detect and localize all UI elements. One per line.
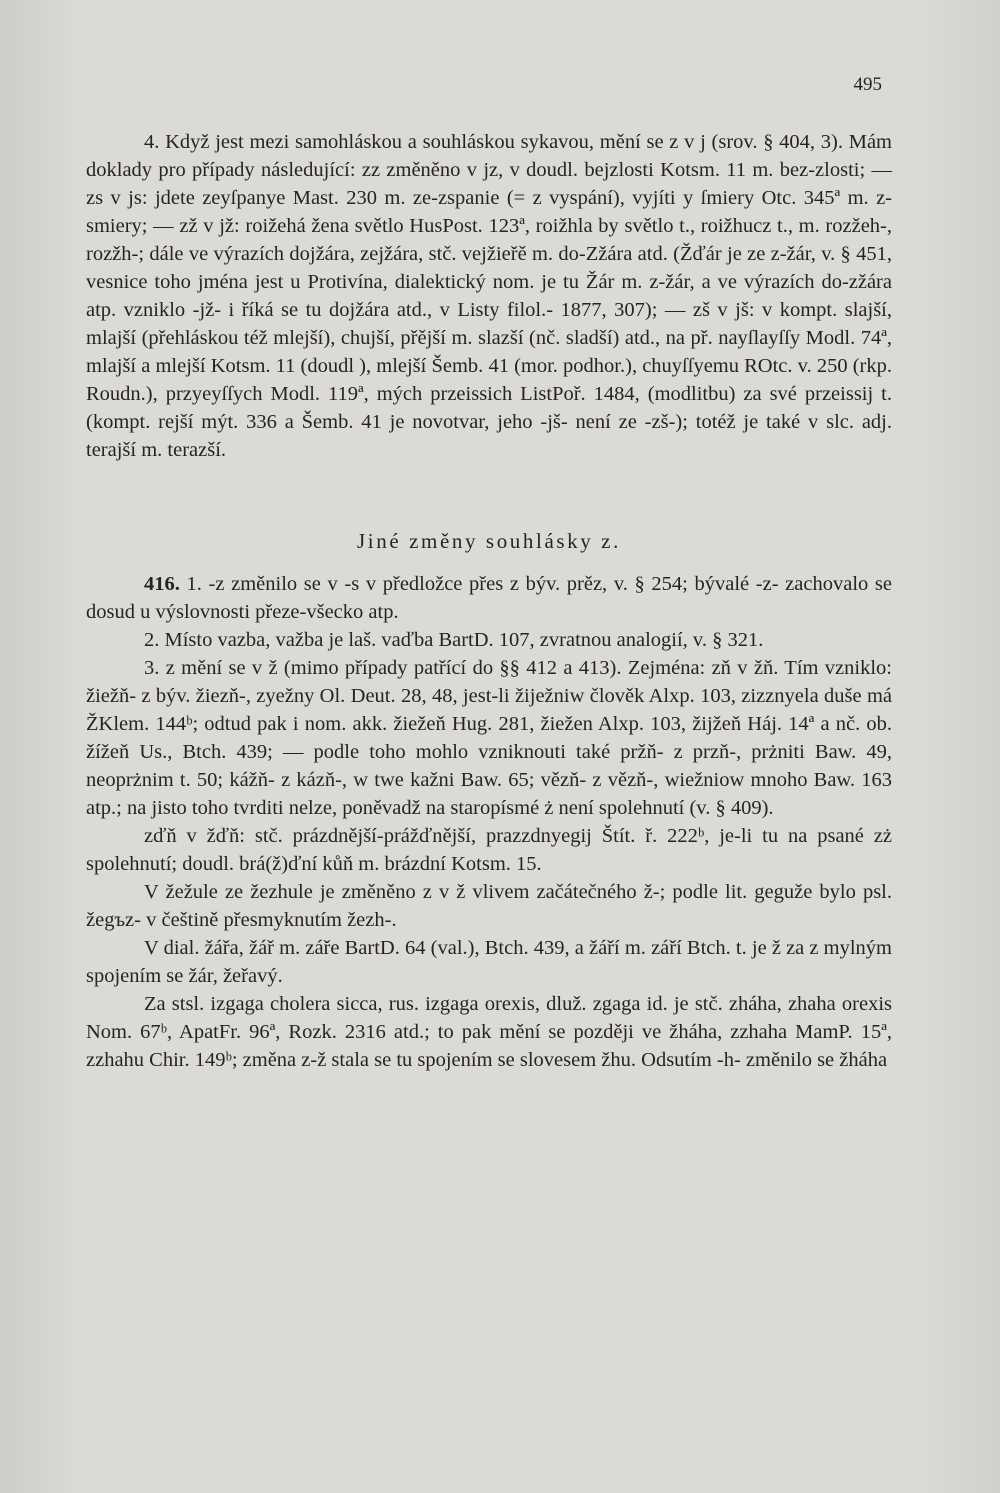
page-body	[86, 128, 892, 1074]
paragraph-zezule: V žežule ze žezhule je změněno z v ž vlivem začátečného ž-; podle lit. geguže bylo psl. žegъz- v češtině přesmyknutím žezh-.	[86, 881, 892, 931]
section-number: 416.	[144, 573, 180, 595]
paragraph-4: 4. Když jest mezi samohláskou a souhláskou sykavou, mění se z v j (srov. § 404, 3). Mám doklady pro případy následující: zz změněno v jz, v doudl. bejzlosti Kotsm. 11 m. bez-zlosti; — zs v js: jdete zeyſpanye Mast. 230 m. ze-zspanie (= z vyspání), vyjíti y ſmiery Otc. 345ª m. z-smiery; — zž v jž: roižehá žena světlo HusPost. 123ª, roižhla by světlo t., roižhucz t., m. rozžeh-, rozžh-; dále ve výrazích dojžára, zejžára, stč. vejžieřě m. do-Zžára atd. (Žďár je ze z-žár, v. § 451, vesnice toho jména jest u Protivína, dialektický nom. je tu Žár m. z-žár, a ve výrazích do-zžára atp. vzniklo -jž- i říká se tu dojžára atd., v Listy filol.- 1877, 307); — zš v jš: v kompt. slajší, mlajší (přehláskou též mlejší), chujší, přější m. slazší (nč. sladší) atd., na př. nayſlayſſy Modl. 74ª, mlajší a mlejší Kotsm. 11 (doudl ), mlejší Šemb. 41 (mor. podhor.), chuyſſyemu ROtc. v. 250 (rkp. Roudn.), przyeyſſych Modl. 119ª, mých przeissich ListPoř. 1484, (modlitbu) za své przeissij t. (kompt. rejší mýt. 336 a Šemb. 41 je novotvar, jeho -jš- není ze -zš-); totéž je také v slc. adj. terajší m. terazší.	[86, 131, 892, 461]
paragraph-3: 3. z mění se v ž (mimo případy patřící do §§ 412 a 413). Zejména: zň v žň. Tím vzniklo: žiežň- z býv. žiezň-, zyežny Ol. Deut. 28, 48, jest-li žiježniw člověk Alxp. 103, zizznyela duše má ŽKlem. 144ᵇ; odtud pak i nom. akk. žiežeň Hug. 281, žiežen Alxp. 103, žijžeň Háj. 14ª a nč. ob. žížeň Us., Btch. 439; — podle toho mohlo vzniknouti také pržň- z przň-, prżniti Baw. 49, neoprżnim t. 50; kážň- z kázň-, w twe kažni Baw. 65; vězň- z vězň-, wiežniow mnoho Baw. 163 atp.; na jisto toho tvrditi nelze, poněvadž na staropísmé ż není spolehnutí (v. § 409).	[86, 657, 892, 819]
page-number: 495	[853, 74, 882, 95]
section-heading: Jiné změny souhlásky z.	[357, 529, 621, 553]
paragraph-zhaha: Za stsl. izgaga cholera sicca, rus. izgaga orexis, dluž. zgaga id. je stč. zháha, zhaha orexis Nom. 67ᵇ, ApatFr. 96ª, Rozk. 2316 atd.; to pak mění se později ve žháha, zzhaha MamP. 15ª, zzhahu Chir. 149ᵇ; změna z-ž stala se tu spojením se slovesem žhu. Odsutím -h- změnilo se žháha	[86, 993, 892, 1071]
section-416-text: 1. -z změnilo se v -s v předložce přes z býv. prěz, v. § 254; bývalé -z- zachovalo se dosud u výslovnosti přeze-všecko atp.	[86, 573, 892, 623]
section-416	[86, 570, 892, 626]
paragraph-zara: V dial. žářa, žář m. záře BartD. 64 (val.), Btch. 439, a žáří m. září Btch. t. je ž za z mylným spojením se žár, žeřavý.	[86, 937, 892, 987]
paragraph-zdn: zďň v žďň: stč. prázdnější-prážďnější, prazzdnyegij Štít. ř. 222ᵇ, je-li tu na psané zż spolehnutí; doudl. brá(ž)ďní kůň m. brázdní Kotsm. 15.	[86, 825, 892, 875]
paragraph-2: 2. Místo vazba, važba je laš. vaďba BartD. 107, zvratnou analogií, v. § 321.	[144, 629, 764, 651]
